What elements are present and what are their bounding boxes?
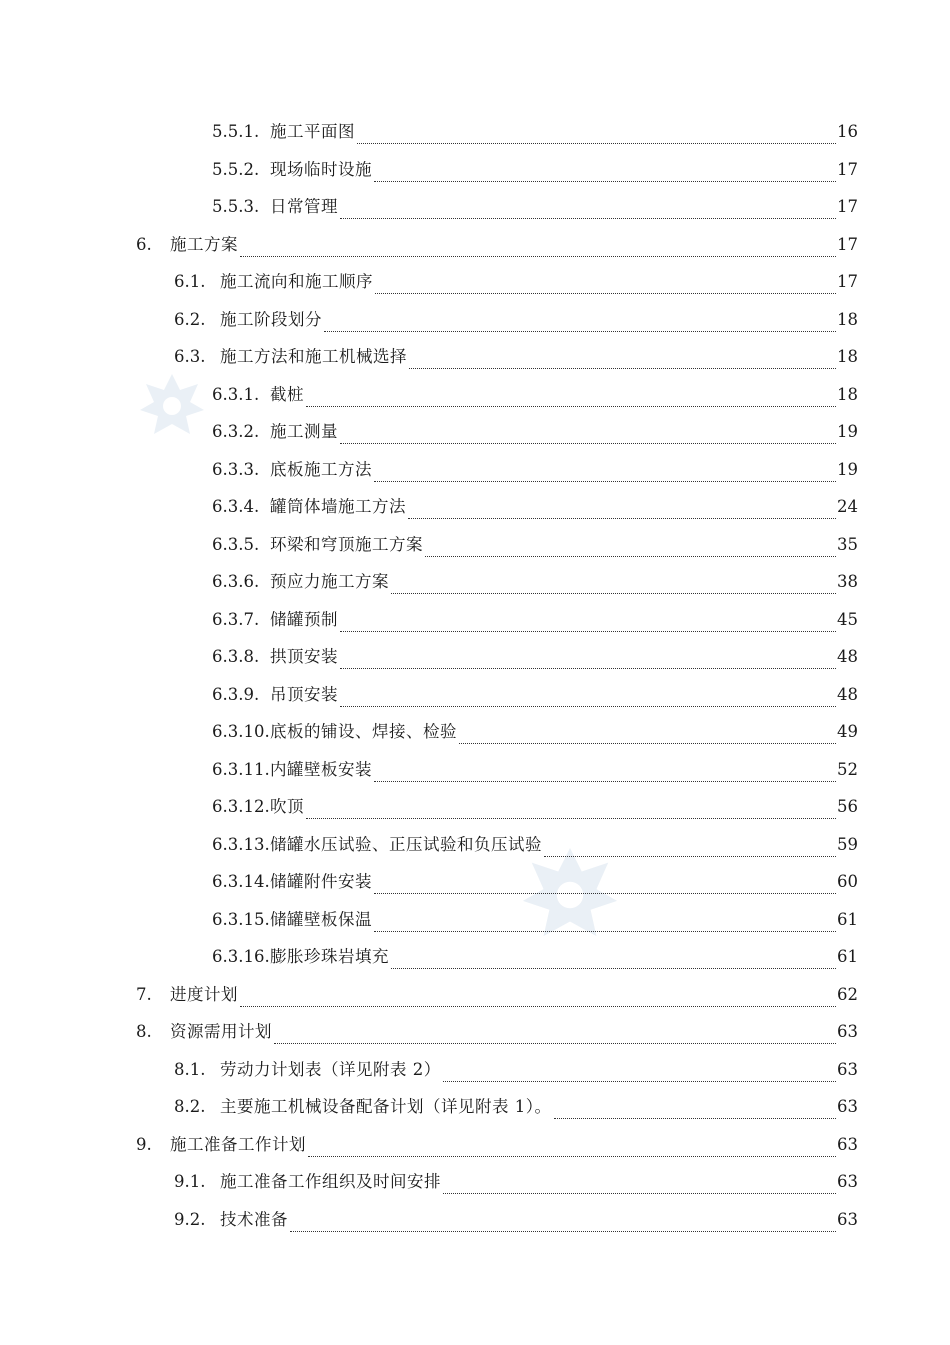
toc-entry-page: 18 [837, 384, 858, 404]
toc-entry-number: 6.3.3. [212, 459, 260, 479]
toc-entry-number: 6.3.12. [212, 797, 270, 817]
toc-entry-number: 6.3.15. [212, 909, 270, 929]
toc-entry-page: 56 [837, 797, 858, 817]
toc-entry-title: 施工阶段划分 [220, 309, 322, 329]
toc-dot-leader [391, 592, 836, 594]
table-of-contents [0, 114, 950, 1239]
toc-dot-leader [324, 330, 836, 332]
toc-entry-number: 6.3.2. [212, 422, 260, 442]
toc-entry[interactable] [0, 1014, 950, 1052]
toc-entry-title: 吹顶 [270, 797, 304, 817]
toc-entry[interactable] [0, 376, 950, 414]
toc-dot-leader [544, 855, 836, 857]
toc-entry-number: 6.3. [174, 347, 206, 367]
toc-dot-leader [340, 217, 836, 219]
toc-entry-title: 内罐壁板安装 [270, 759, 372, 779]
toc-entry-number: 6.3.13. [212, 834, 270, 854]
toc-entry-title: 吊顶安装 [270, 684, 338, 704]
toc-entry-title: 储罐附件安装 [270, 872, 372, 892]
toc-dot-leader [374, 180, 836, 182]
toc-dot-leader [374, 780, 836, 782]
toc-entry[interactable] [0, 826, 950, 864]
toc-entry-title: 资源需用计划 [170, 1022, 272, 1042]
toc-entry-number: 8.2. [174, 1097, 206, 1117]
toc-entry-page: 61 [837, 947, 858, 967]
toc-entry-page: 17 [837, 159, 858, 179]
toc-entry-title: 现场临时设施 [270, 159, 372, 179]
toc-entry-page: 38 [837, 572, 858, 592]
toc-entry[interactable] [0, 1126, 950, 1164]
toc-entry-title: 施工流向和施工顺序 [220, 272, 373, 292]
toc-entry-title: 劳动力计划表（详见附表 2） [220, 1059, 441, 1079]
toc-dot-leader [443, 1080, 836, 1082]
toc-dot-leader [306, 405, 836, 407]
toc-entry-title: 主要施工机械设备配备计划（详见附表 1）。 [220, 1097, 552, 1117]
toc-entry-page: 60 [837, 872, 858, 892]
toc-entry-page: 63 [837, 1172, 858, 1192]
toc-entry-number: 6.3.8. [212, 647, 260, 667]
toc-entry-page: 63 [837, 1134, 858, 1154]
toc-entry-title: 罐筒体墙施工方法 [270, 497, 406, 517]
toc-entry-number: 8.1. [174, 1059, 206, 1079]
toc-entry-number: 6. [136, 234, 152, 254]
toc-entry-page: 18 [837, 347, 858, 367]
toc-entry[interactable] [0, 339, 950, 377]
toc-entry-page: 49 [837, 722, 858, 742]
toc-dot-leader [240, 255, 836, 257]
toc-entry-number: 5.5.2. [212, 159, 260, 179]
toc-entry-number: 6.3.4. [212, 497, 260, 517]
toc-dot-leader [554, 1117, 837, 1119]
toc-dot-leader [274, 1042, 836, 1044]
toc-dot-leader [459, 742, 836, 744]
toc-entry-number: 6.3.5. [212, 534, 260, 554]
toc-dot-leader [340, 705, 836, 707]
toc-dot-leader [306, 817, 836, 819]
toc-entry[interactable] [0, 489, 950, 527]
toc-entry[interactable] [0, 564, 950, 602]
toc-entry-number: 6.3.16. [212, 947, 270, 967]
toc-entry-title: 施工准备工作计划 [170, 1134, 306, 1154]
toc-entry-page: 48 [837, 684, 858, 704]
toc-entry[interactable] [0, 976, 950, 1014]
toc-dot-leader [374, 930, 836, 932]
toc-entry[interactable] [0, 189, 950, 227]
toc-entry-title: 拱顶安装 [270, 647, 338, 667]
toc-entry-page: 52 [837, 759, 858, 779]
toc-dot-leader [391, 967, 836, 969]
toc-entry-page: 18 [837, 309, 858, 329]
toc-entry-page: 17 [837, 272, 858, 292]
toc-entry-number: 6.3.10. [212, 722, 270, 742]
toc-dot-leader [308, 1155, 836, 1157]
toc-entry-page: 17 [837, 234, 858, 254]
toc-entry-page: 17 [837, 197, 858, 217]
toc-entry[interactable] [0, 151, 950, 189]
toc-entry-page: 35 [837, 534, 858, 554]
toc-entry-title: 底板的铺设、焊接、检验 [270, 722, 457, 742]
toc-entry-title: 储罐水压试验、正压试验和负压试验 [270, 834, 542, 854]
toc-entry-page: 45 [837, 609, 858, 629]
toc-entry-title: 储罐壁板保温 [270, 909, 372, 929]
toc-entry[interactable] [0, 789, 950, 827]
toc-dot-leader [340, 667, 836, 669]
toc-dot-leader [374, 480, 836, 482]
toc-entry-title: 环梁和穹顶施工方案 [270, 534, 423, 554]
toc-entry-title: 施工方法和施工机械选择 [220, 347, 407, 367]
toc-entry-page: 59 [837, 834, 858, 854]
toc-entry-number: 6.2. [174, 309, 206, 329]
toc-entry-number: 6.3.11. [212, 759, 270, 779]
toc-dot-leader [240, 1005, 836, 1007]
toc-entry[interactable] [0, 1089, 950, 1127]
toc-entry-number: 9.1. [174, 1172, 206, 1192]
toc-entry[interactable] [0, 264, 950, 302]
toc-entry[interactable] [0, 714, 950, 752]
toc-entry[interactable] [0, 414, 950, 452]
toc-entry-title: 技术准备 [220, 1209, 288, 1229]
toc-entry-page: 48 [837, 647, 858, 667]
toc-entry[interactable] [0, 451, 950, 489]
toc-entry[interactable] [0, 639, 950, 677]
toc-entry-title: 膨胀珍珠岩填充 [270, 947, 389, 967]
toc-dot-leader [409, 367, 836, 369]
toc-entry-page: 24 [837, 497, 858, 517]
toc-entry-title: 施工平面图 [270, 122, 355, 142]
toc-entry-title: 进度计划 [170, 984, 238, 1004]
toc-entry-number: 6.3.14. [212, 872, 270, 892]
toc-entry-number: 7. [136, 984, 152, 1004]
toc-entry[interactable] [0, 676, 950, 714]
toc-entry[interactable] [0, 751, 950, 789]
toc-entry-number: 9. [136, 1134, 152, 1154]
toc-dot-leader [357, 142, 836, 144]
toc-entry[interactable] [0, 901, 950, 939]
toc-dot-leader [340, 630, 836, 632]
toc-entry[interactable] [0, 1201, 950, 1239]
toc-dot-leader [375, 292, 836, 294]
toc-dot-leader [340, 442, 836, 444]
toc-entry-number: 6.1. [174, 272, 206, 292]
toc-entry-title: 底板施工方法 [270, 459, 372, 479]
toc-entry[interactable] [0, 601, 950, 639]
toc-entry-number: 6.3.1. [212, 384, 260, 404]
toc-entry-page: 63 [837, 1059, 858, 1079]
toc-dot-leader [290, 1230, 836, 1232]
toc-entry[interactable] [0, 864, 950, 902]
toc-entry[interactable] [0, 526, 950, 564]
toc-entry-number: 5.5.1. [212, 122, 260, 142]
toc-entry-page: 62 [837, 984, 858, 1004]
toc-entry[interactable] [0, 1164, 950, 1202]
toc-entry-page: 63 [837, 1209, 858, 1229]
toc-entry[interactable] [0, 301, 950, 339]
toc-dot-leader [374, 892, 836, 894]
toc-dot-leader [408, 517, 836, 519]
toc-dot-leader [425, 555, 836, 557]
toc-entry-title: 储罐预制 [270, 609, 338, 629]
toc-entry-number: 9.2. [174, 1209, 206, 1229]
toc-entry-title: 施工方案 [170, 234, 238, 254]
toc-dot-leader [443, 1192, 836, 1194]
toc-entry-title: 日常管理 [270, 197, 338, 217]
toc-entry-page: 63 [837, 1022, 858, 1042]
toc-entry-page: 19 [837, 459, 858, 479]
toc-entry-title: 截桩 [270, 384, 304, 404]
toc-entry-page: 16 [837, 122, 858, 142]
toc-entry-number: 6.3.6. [212, 572, 260, 592]
toc-entry-page: 61 [837, 909, 858, 929]
toc-entry-page: 63 [837, 1097, 858, 1117]
toc-entry[interactable] [0, 939, 950, 977]
toc-entry[interactable] [0, 114, 950, 152]
toc-entry-title: 预应力施工方案 [270, 572, 389, 592]
toc-entry-number: 6.3.7. [212, 609, 260, 629]
toc-entry-title: 施工准备工作组织及时间安排 [220, 1172, 441, 1192]
toc-entry-number: 6.3.9. [212, 684, 260, 704]
toc-entry-number: 8. [136, 1022, 152, 1042]
toc-entry-number: 5.5.3. [212, 197, 260, 217]
toc-entry[interactable] [0, 1051, 950, 1089]
toc-entry[interactable] [0, 226, 950, 264]
toc-entry-page: 19 [837, 422, 858, 442]
toc-entry-title: 施工测量 [270, 422, 338, 442]
